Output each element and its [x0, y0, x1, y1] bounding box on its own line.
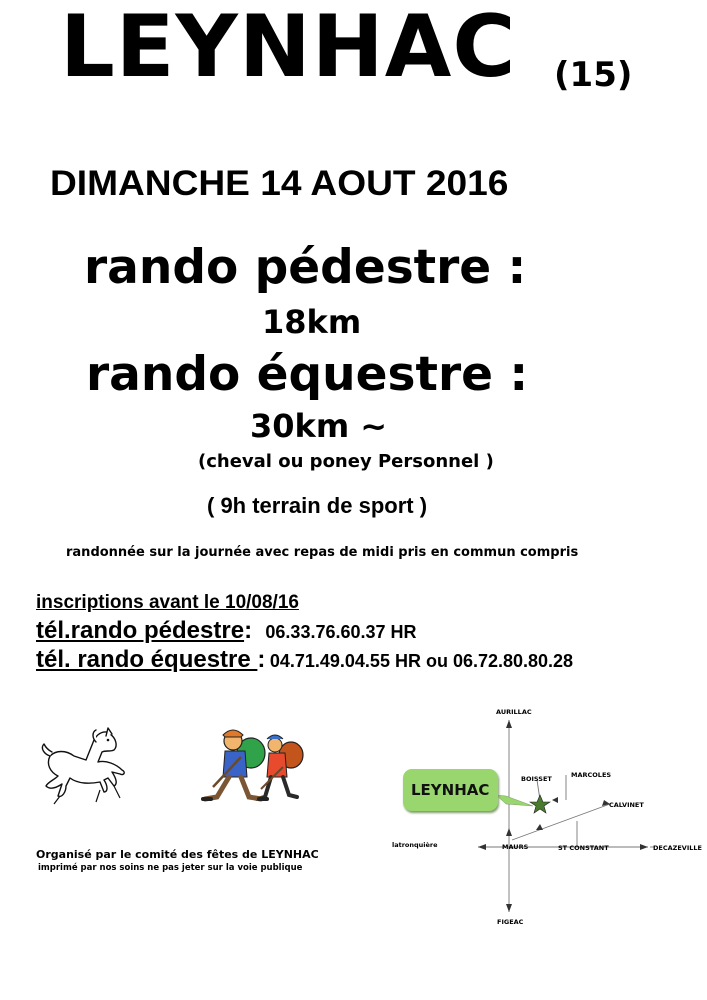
- map-label-st-constant: ST CONSTANT: [558, 844, 609, 852]
- phone-label-pedestre: tél.rando pédestre: [36, 617, 245, 644]
- town-title: LEYNHAC: [60, 0, 517, 97]
- phone-separator: :: [244, 617, 253, 644]
- leynhac-star-icon: [530, 795, 550, 813]
- phone-separator: :: [257, 646, 266, 673]
- imprint-text: imprimé par nos soins ne pas jeter sur la voie publique: [38, 863, 303, 873]
- map-label-aurillac: AURILLAC: [496, 708, 532, 716]
- rando-equestre-distance: 30km ~: [250, 407, 388, 445]
- rando-pedestre-heading: rando pédestre :: [84, 240, 527, 295]
- map-label-maurs: MAURS: [502, 843, 529, 851]
- map-label-decazeville: DECAZEVILLE: [653, 844, 702, 852]
- horse-note: (cheval ou poney Personnel ): [198, 451, 494, 472]
- location-map: [380, 700, 707, 940]
- map-label-boisset: BOISSET: [521, 775, 552, 783]
- phone-label-equestre: tél. rando équestre: [36, 646, 258, 673]
- event-date: DIMANCHE 14 AOUT 2016: [50, 164, 509, 203]
- rando-equestre-heading: rando équestre :: [86, 347, 529, 402]
- phone-row-pedestre: [36, 619, 417, 643]
- phone-row-equestre: [36, 648, 573, 672]
- day-description: randonnée sur la journée avec repas de midi pris en commun compris: [66, 545, 579, 560]
- phone-number-equestre: 04.71.49.04.55 HR ou 06.72.80.80.28: [269, 651, 574, 671]
- organizer-text: Organisé par le comité des fêtes de LEYNHAC: [36, 848, 319, 861]
- meeting-point: ( 9h terrain de sport ): [207, 493, 428, 518]
- hikers-illustration: [195, 727, 313, 809]
- map-label-figeac: FIGEAC: [497, 918, 524, 926]
- map-label-calvinet: CALVINET: [609, 801, 644, 809]
- leynhac-callout-label: LEYNHAC: [411, 781, 490, 799]
- registration-deadline: inscriptions avant le 10/08/16: [36, 592, 299, 613]
- map-label-latronquiere: latronquière: [392, 841, 438, 849]
- map-label-marcoles: MARCOLES: [571, 771, 612, 779]
- horse-illustration: [36, 726, 132, 808]
- department-number: (15): [554, 55, 633, 95]
- rando-pedestre-distance: 18km: [262, 303, 362, 341]
- phone-number-pedestre: 06.33.76.60.37 HR: [265, 622, 417, 642]
